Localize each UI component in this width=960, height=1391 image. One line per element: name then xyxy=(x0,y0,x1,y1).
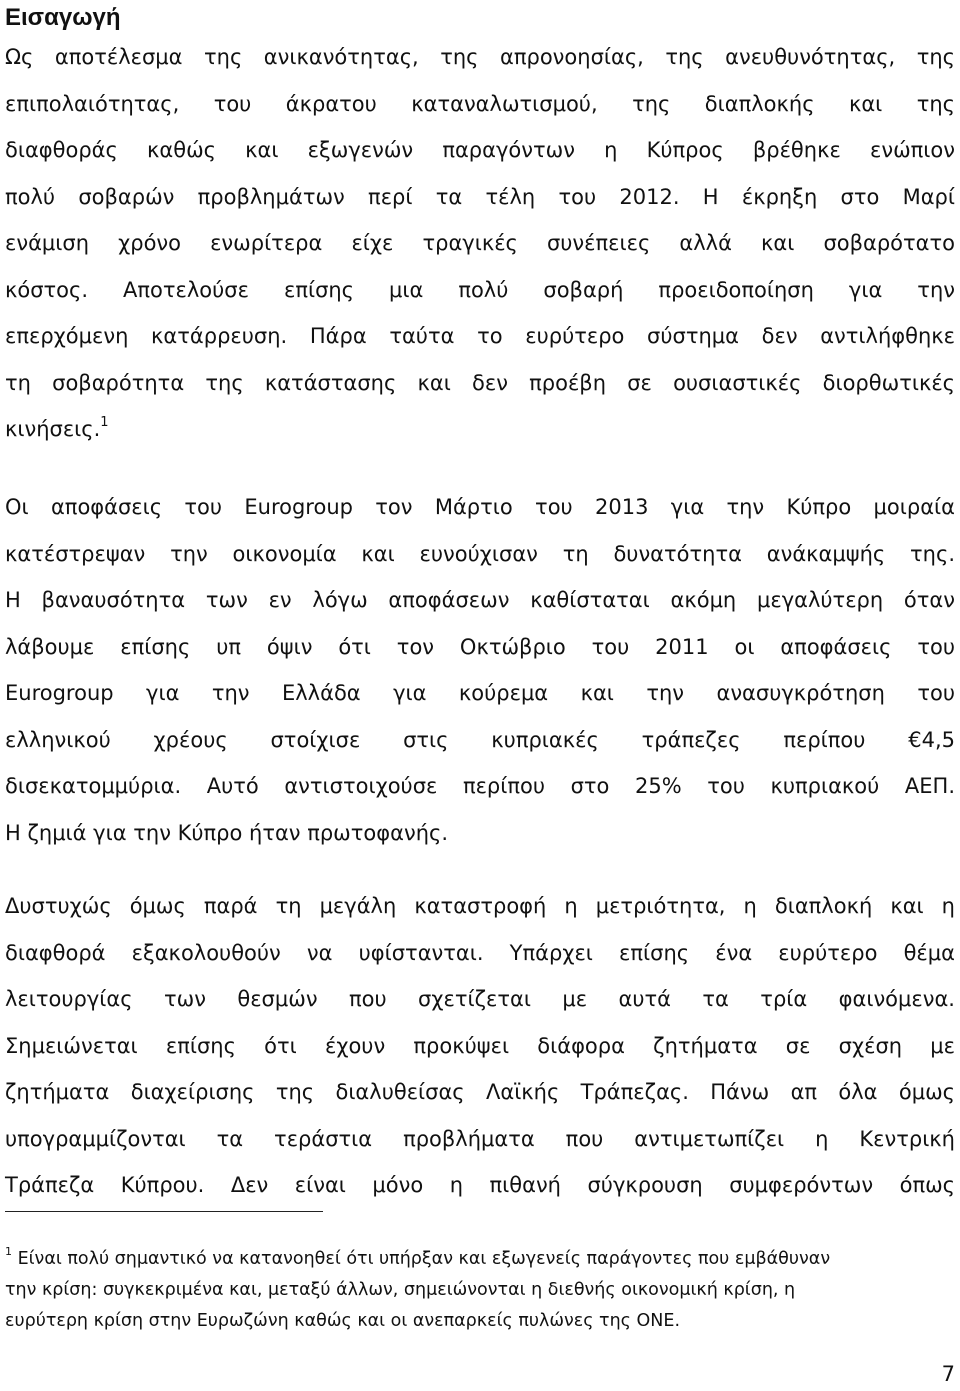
paragraph-line: Η βαναυσότητα των εν λόγω αποφάσεων καθίσταται ακόμη μεγαλύτερη όταν xyxy=(5,588,955,612)
paragraph-line: τη σοβαρότητα της κατάστασης και δεν προέβη σε ουσιαστικές διορθωτικές xyxy=(5,370,955,395)
paragraph-line: ζητήματα διαχείρισης της διαλυθείσας Λαϊκής Τράπεζας. Πάνω απ όλα όμως xyxy=(5,1080,955,1104)
paragraph-line: δισεκατομμύρια. Αυτό αντιστοιχούσε περίπου στο 25% του κυπριακού ΑΕΠ. xyxy=(5,774,955,798)
paragraph-line: διαφθορά εξακολουθούν να υφίστανται. Υπάρχει επίσης ένα ευρύτερο θέμα xyxy=(5,940,955,965)
paragraph-line: Τράπεζα Κύπρου. Δεν είναι μόνο η πιθανή σύγκρουση συμφερόντων όπως xyxy=(5,1173,955,1197)
footnote-number: 1 xyxy=(5,1245,12,1258)
paragraph-line: διαφθοράς καθώς και εξωγενών παραγόντων η Κύπρος βρέθηκε ενώπιον xyxy=(5,138,955,162)
paragraph-2 xyxy=(5,484,955,856)
paragraph-line: ελληνικού χρέους στοίχισε στις κυπριακές τράπεζες περίπου €4,5 xyxy=(5,727,955,752)
page-number: 7 xyxy=(941,1362,955,1386)
footnote-reference[interactable]: 1 xyxy=(100,415,109,430)
paragraph-line: Δυστυχώς όμως παρά τη μεγάλη καταστροφή η μετριότητα, η διαπλοκή και η xyxy=(5,894,955,918)
footnote-line xyxy=(5,1244,955,1275)
paragraph-line: επερχόμενη κατάρρευση. Πάρα ταύτα το ευρύτερο σύστημα δεν αντιλήφθηκε xyxy=(5,324,955,348)
paragraph-line: κόστος. Αποτελούσε επίσης μια πολύ σοβαρή προειδοποίηση για την xyxy=(5,277,955,302)
paragraph-line: υπογραμμίζονται τα τεράστια προβλήματα που αντιμετωπίζει η Κεντρική xyxy=(5,1126,955,1151)
footnote-text: Είναι πολύ σημαντικό να κατανοηθεί ότι υπήρξαν και εξωγενείς παράγοντες που εμβάθυναν xyxy=(17,1249,831,1269)
paragraph-line: λειτουργίας των θεσμών που σχετίζεται με αυτά τα τρία φαινόμενα. xyxy=(5,987,955,1011)
paragraph-line: Οι αποφάσεις του Eurogroup τον Μάρτιο του 2013 για την Κύπρο μοιραία xyxy=(5,495,955,519)
footnote-line: ευρύτερη κρίση στην Ευρωζώνη καθώς και οι ανεπαρκείς πυλώνες της ΟΝΕ. xyxy=(5,1311,681,1331)
section-heading: Εισαγωγή xyxy=(5,4,121,31)
paragraph-text: κινήσεις. xyxy=(5,417,101,441)
paragraph-line: Σημειώνεται επίσης ότι έχουν προκύψει διάφορα ζητήματα σε σχέση με xyxy=(5,1033,955,1058)
footnote-line: την κρίση: συγκεκριμένα και, μεταξύ άλλων, σημειώνονται η διεθνής οικονομική κρίση, η xyxy=(5,1280,796,1300)
paragraph-line: ενάμιση χρόνο ενωρίτερα είχε τραγικές συνέπειες αλλά και σοβαρότατο xyxy=(5,231,955,255)
paragraph-line xyxy=(5,406,955,453)
paragraph-line: κατέστρεψαν την οικονομία και ευνούχισαν τη δυνατότητα ανάκαμψής της. xyxy=(5,541,955,566)
footnote xyxy=(5,1244,955,1337)
footnote-divider xyxy=(5,1211,323,1212)
paragraph-line: Eurogroup για την Ελλάδα για κούρεμα και την ανασυγκρότηση του xyxy=(5,681,955,705)
paragraph-line: επιπολαιότητας, του άκρατου καταναλωτισμού, της διαπλοκής και της xyxy=(5,91,955,116)
paragraph-line: λάβουμε επίσης υπ όψιν ότι τον Οκτώβριο του 2011 οι αποφάσεις του xyxy=(5,634,955,659)
paragraph-1 xyxy=(5,34,955,453)
paragraph-line: Η ζημιά για την Κύπρο ήταν πρωτοφανής. xyxy=(5,820,448,845)
paragraph-line: πολύ σοβαρών προβλημάτων περί τα τέλη του 2012. Η έκρηξη στο Μαρί xyxy=(5,184,955,209)
paragraph-3 xyxy=(5,883,955,1209)
paragraph-line: Ως αποτέλεσμα της ανικανότητας, της απρονοησίας, της ανευθυνότητας, της xyxy=(5,45,955,69)
